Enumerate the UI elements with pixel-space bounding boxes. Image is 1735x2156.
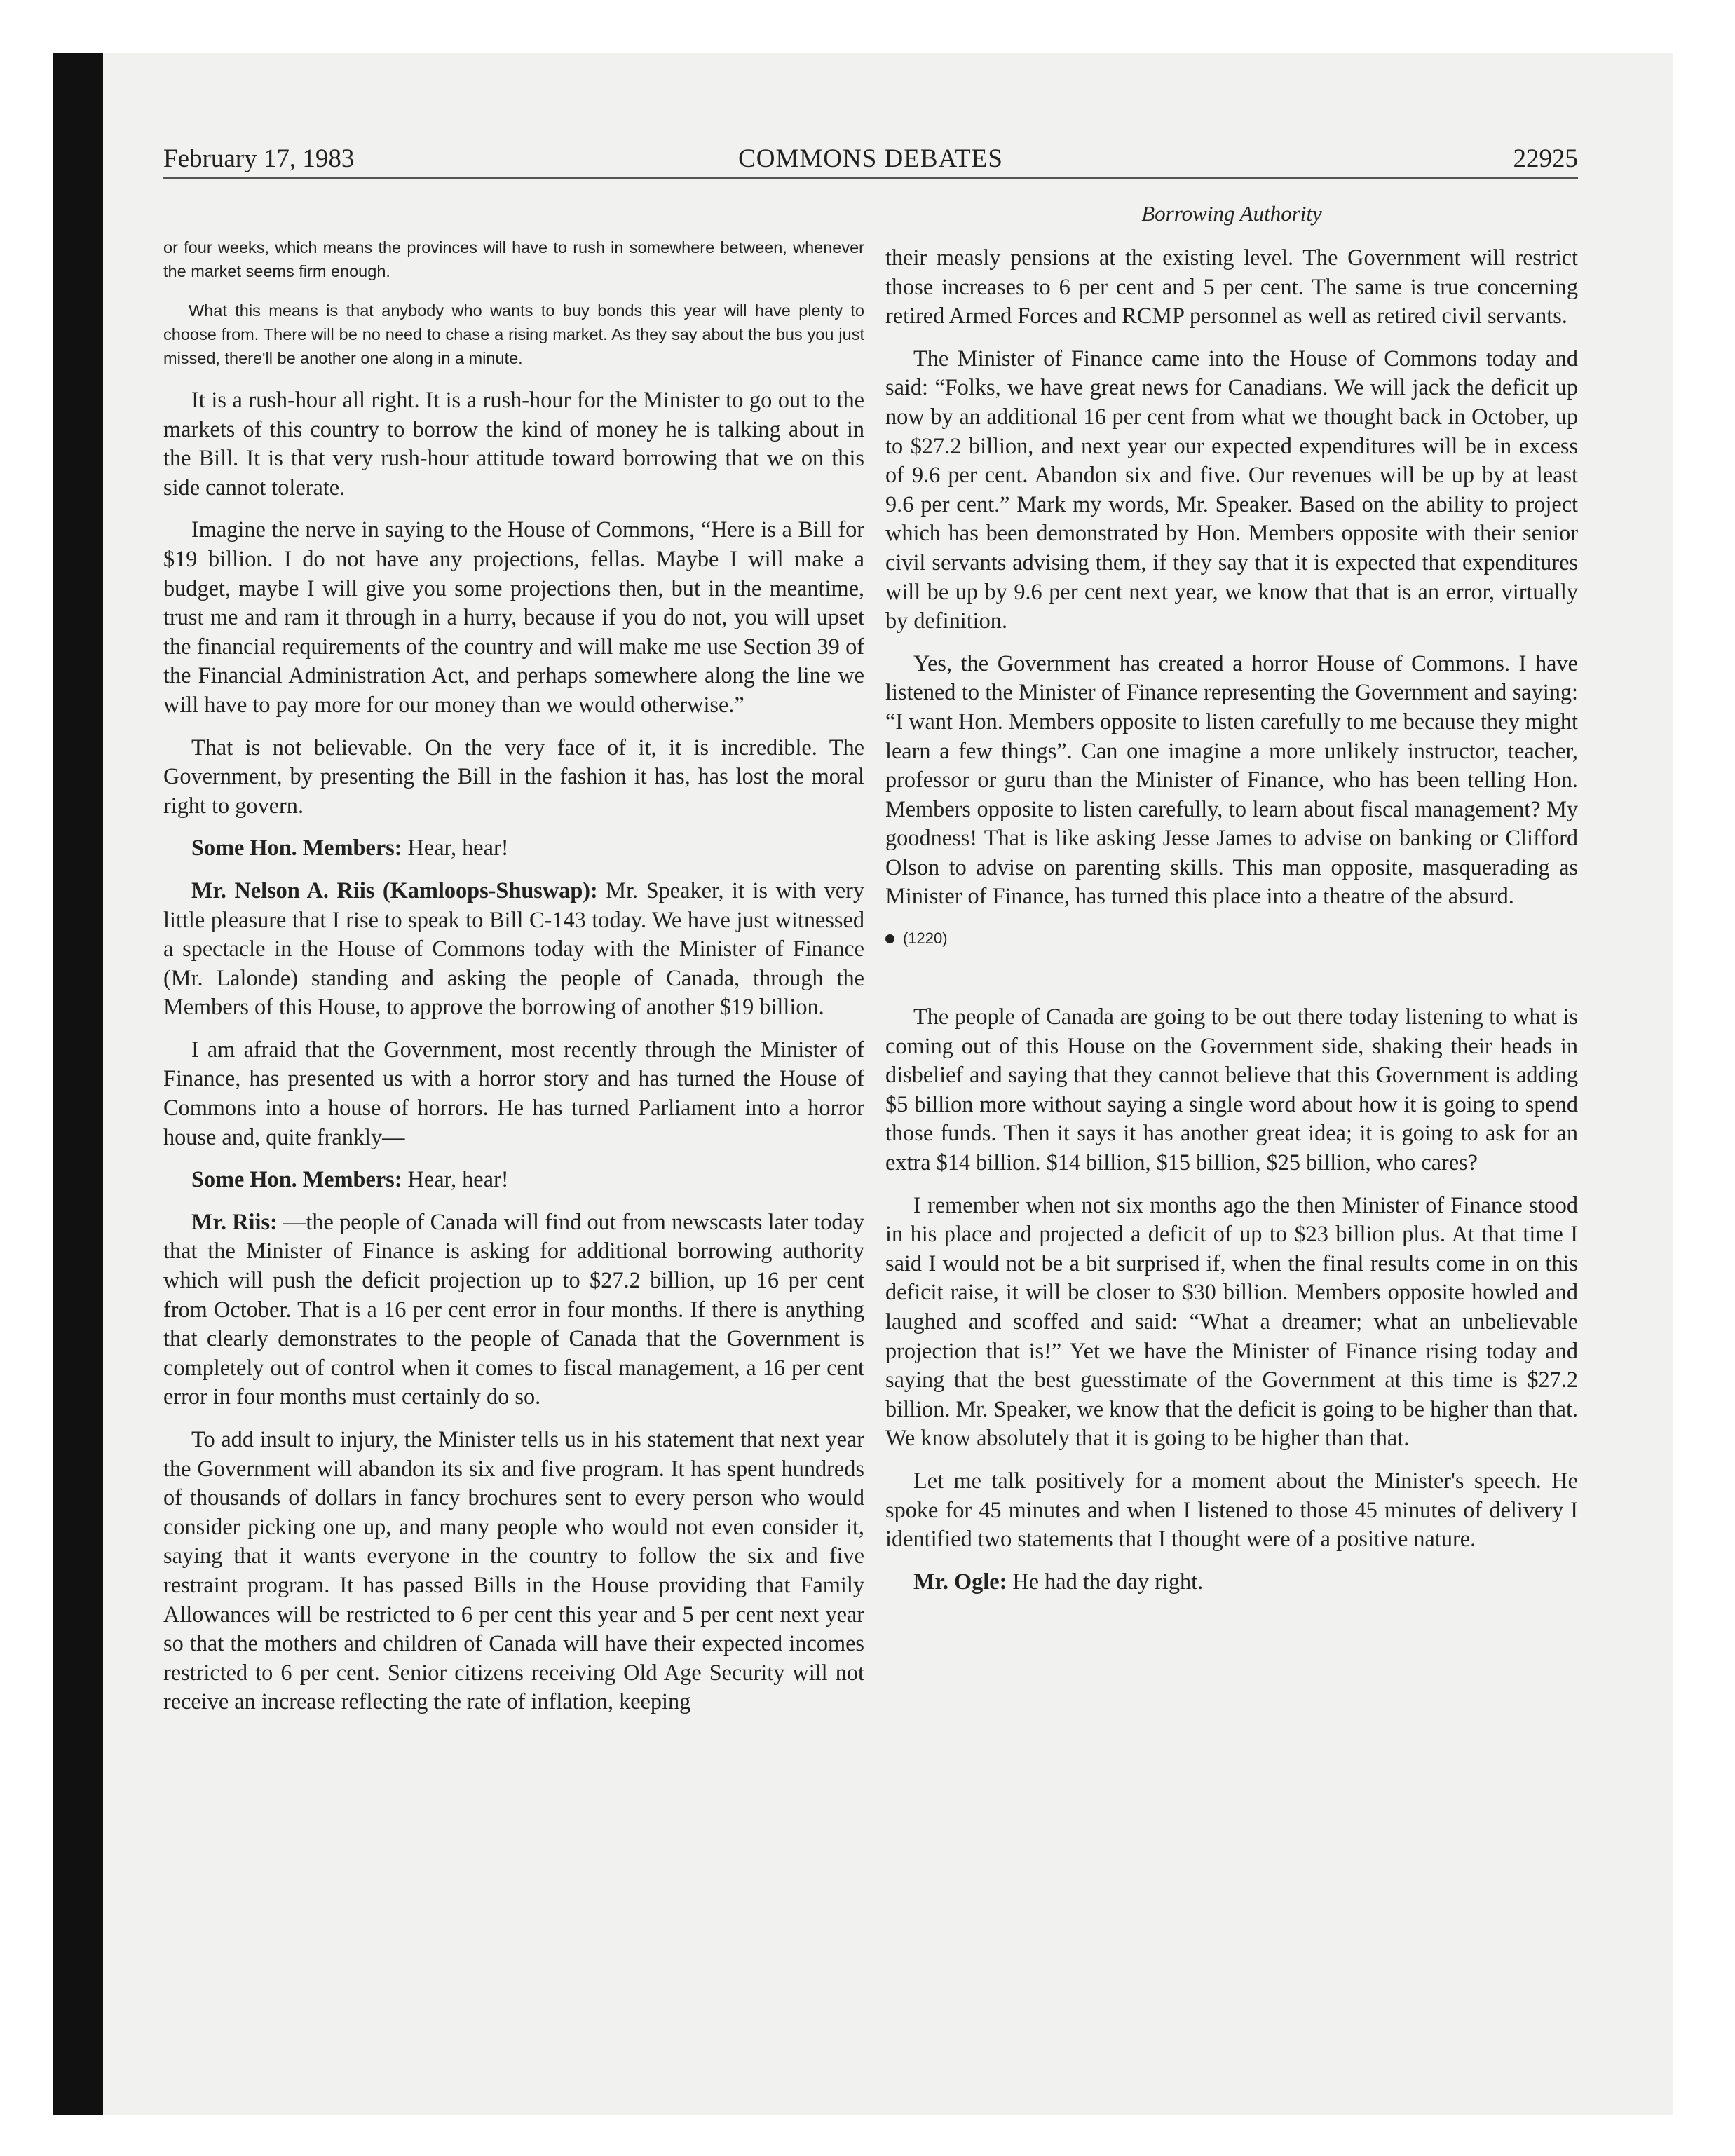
speaker-name: Mr. Ogle: [913, 1568, 1007, 1594]
speaker-paragraph [163, 1165, 864, 1194]
speaker-paragraph [163, 833, 864, 863]
body-paragraph: It is a rush-hour all right. It is a rush-hour for the Minister to go out to the markets of this country to borrow the kind of money he is talking about in the Bill. It is that very rush-hour attitude toward borrowing that we on this side cannot tolerate. [163, 387, 864, 500]
body-paragraph: The people of Canada are going to be out there today listening to what is coming out of this House on the Government side, shaking their heads in disbelief and saying that they cannot believe that this Government is adding $5 billion more without saying a single word about how it is going to spend those funds. Then it says it has another great idea; it is going to ask for an extra $14 billion. $14 billion, $15 billion, $25 billion, who cares? [885, 1004, 1578, 1175]
body-paragraph: Imagine the nerve in saying to the House of Commons, “Here is a Bill for $19 billion. I do not have any projections, fellas. Maybe I will make a budget, maybe I will give you some projections then, but in the meantime, trust me and ram it through in a hurry, because if you do not, you will upset the financial requirements of the country and will make me use Section 39 of the Financial Administration Act, and perhaps somewhere along the line we will have to pay more for our money than we would otherwise.” [163, 517, 864, 717]
quoted-paragraph: What this means is that anybody who wants to buy bonds this year will have plenty to choose from. There will be no need to chase a rising market. As they say about the bus you just missed, there'll be another one along in a minute. [163, 301, 864, 367]
body-paragraph: their measly pensions at the existing level. The Government will restrict those increases to 6 per cent and 5 per cent. The same is true concerning retired Armed Forces and RCMP personnel as well as retired civil servants. [885, 245, 1578, 329]
speech-text: Hear, hear! [402, 1166, 509, 1192]
speaker-name: Mr. Riis: [191, 1208, 278, 1234]
speaker-paragraph [163, 876, 864, 1022]
right-column [885, 200, 1578, 1609]
body-paragraph: Yes, the Government has created a horror House of Commons. I have listened to the Minister of Finance representing the Government and saying: “I want Hon. Members opposite to listen carefully to me because they might learn a few things”. Can one imagine a more unlikely instructor, teacher, professor or guru than the Minister of Finance, who has been telling Hon. Members opposite to listen carefully, to learn about fiscal management? My goodness! That is like asking Jesse James to advise on banking or Clifford Olson to advise on parenting skills. This man opposite, masquerading as Minister of Finance, has turned this place into a theatre of the absurd. [885, 650, 1578, 909]
header-page-number: 22925 [1513, 144, 1578, 173]
page-header [163, 144, 1578, 177]
running-head: Borrowing Authority [1141, 201, 1322, 226]
time-marker-text: (1220) [903, 929, 948, 948]
speaker-paragraph [885, 1567, 1578, 1597]
body-paragraph: I remember when not six months ago the then Minister of Finance stood in his place and projected a deficit of up to $23 billion plus. At that time I said I would not be a bit surprised if, when the final results come in on this deficit raise, it will be closer to $30 billion. Members opposite howled and laughed and scoffed and said: “What a dreamer; what an unbelievable projection that is!” Yet we have the Minister of Finance rising today and saying that the best guesstimate of the Government at this time is $27.2 billion. Mr. Speaker, we know that the deficit is going to be higher than that. We know absolutely that it is going to be higher than that. [885, 1192, 1578, 1451]
speaker-name: Some Hon. Members: [191, 835, 402, 861]
scan-edge [53, 53, 103, 2115]
speaker-name: Mr. Nelson A. Riis (Kamloops-Shuswap): [191, 877, 598, 903]
speech-text: Hear, hear! [402, 835, 509, 861]
left-column [163, 236, 864, 1730]
body-paragraph: The Minister of Finance came into the House of Commons today and said: “Folks, we have great news for Canadians. We will jack the deficit up now by an additional 16 per cent from what we thought back in October, up to $27.2 billion, and next year our expected expenditures will be in excess of 9.6 per cent. Abandon six and five. Our revenues will be up by at least 9.6 per cent.” Mark my words, Mr. Speaker. Based on the ability to project which has been demonstrated by Hon. Members opposite with their senior civil servants advising them, if they say that it is expected that expenditures will be up by 9.6 per cent next year, we know that that is an error, virtually by definition. [885, 345, 1578, 634]
body-paragraph: I am afraid that the Government, most recently through the Minister of Finance, has presented us with a horror story and has turned the House of Commons into a house of horrors. He has turned Parliament into a horror house and, quite frankly— [163, 1036, 864, 1149]
speech-text: He had the day right. [1007, 1568, 1204, 1594]
speech-text: —the people of Canada will find out from newscasts later today that the Minister of Finance is asking for additional borrowing authority which will push the deficit projection up to $27.2 billion, up 16 per cent from October. That is a 16 per cent error in four months. If there is anything that clearly demonstrates to the people of Canada that the Government is completely out of control when it comes to fiscal management, a 16 per cent error in four months must certainly do so. [163, 1208, 864, 1410]
body-paragraph: That is not believable. On the very face of it, it is incredible. The Government, by presenting the Bill in the fashion it has, has lost the moral right to govern. [163, 734, 864, 818]
time-marker [885, 929, 1578, 948]
header-date: February 17, 1983 [163, 144, 355, 173]
body-paragraph: To add insult to injury, the Minister tells us in his statement that next year the Government will abandon its six and five program. It has spent hundreds of thousands of dollars in fancy brochures sent to every person who would consider picking one up, and many people who would not even consider it, saying that it wants everyone in the country to follow the six and five restraint program. It has passed Bills in the House providing that Family Allowances will be restricted to 6 per cent this year and 5 per cent next year so that the mothers and children of Canada will have their expected incomes restricted to 6 per cent. Senior citizens receiving Old Age Security will not receive an increase reflecting the rate of inflation, keeping [163, 1426, 864, 1714]
speaker-name: Some Hon. Members: [191, 1166, 402, 1192]
speaker-paragraph [163, 1208, 864, 1412]
quoted-paragraph: or four weeks, which means the provinces will have to rush in somewhere between, whenever the market seems firm enough. [163, 238, 864, 280]
speech-text: Mr. Speaker, it is with very little pleasure that I rise to speak to Bill C-143 today. We have just witnessed a spectacle in the House of Commons today with the Minister of Finance (Mr. Lalonde) standing and asking the people of Canada, through the Members of this House, to approve the borrowing of another $19 billion. [163, 877, 865, 1020]
header-title: COMMONS DEBATES [738, 144, 1003, 173]
bullet-icon [885, 934, 894, 943]
body-paragraph: Let me talk positively for a moment about the Minister's speech. He spoke for 45 minutes and when I listened to those 45 minutes of delivery I identified two statements that I thought were of a positive nature. [885, 1467, 1578, 1552]
header-rule [163, 177, 1578, 179]
